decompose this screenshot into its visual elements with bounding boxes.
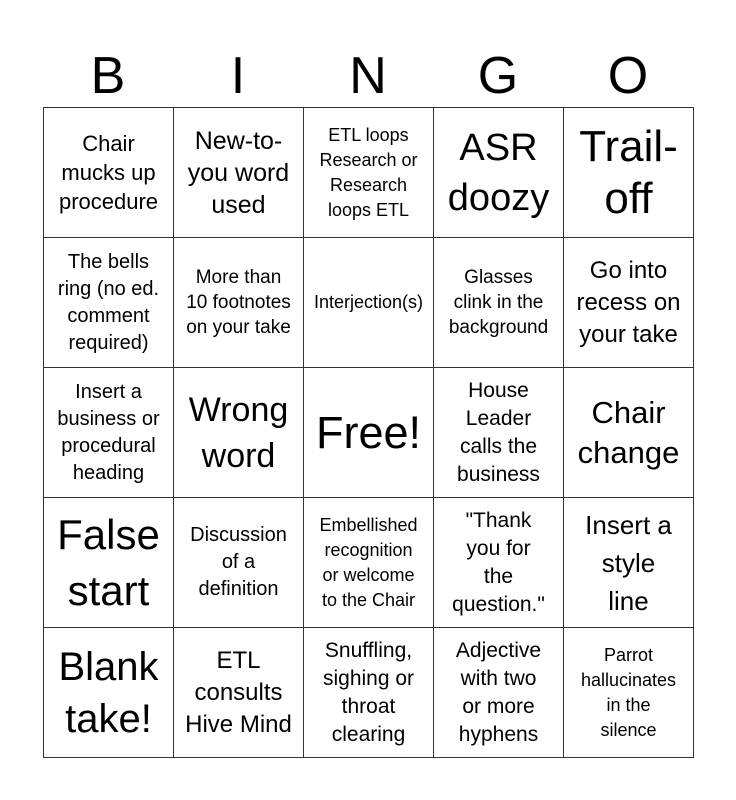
bingo-cell-r3c3 free-space[interactable] [304, 368, 434, 498]
header-letter-b: B [90, 47, 126, 105]
cell-text: "Thank you for the question." [452, 508, 545, 616]
header-letter-o: O [607, 47, 649, 105]
bingo-cell-r4c4[interactable] [434, 498, 564, 628]
bingo-cell-r1c4[interactable] [434, 108, 564, 238]
bingo-cell-r2c1[interactable] [44, 238, 174, 368]
cell-text: Insert a business or procedural heading [57, 380, 160, 484]
bingo-cell-r2c5[interactable] [564, 238, 694, 368]
bingo-cell-r5c1[interactable] [44, 628, 174, 758]
bingo-cell-r1c5[interactable] [564, 108, 694, 238]
bingo-cell-r4c5[interactable] [564, 498, 694, 628]
header-letter-i: I [230, 47, 246, 105]
bingo-cell-r3c4[interactable] [434, 368, 564, 498]
cell-text: Embellished recognition or welcome to the Chair [319, 514, 418, 610]
bingo-cell-r5c3[interactable] [304, 628, 434, 758]
cell-text: House Leader calls the business [457, 378, 540, 486]
cell-text: False start [57, 510, 160, 614]
header-letter-g: G [477, 47, 519, 105]
bingo-cell-r1c3[interactable] [304, 108, 434, 238]
cell-text: Insert a style line [585, 509, 672, 616]
free-space-label: Free! [315, 406, 422, 458]
bingo-cell-r4c2[interactable] [174, 498, 304, 628]
bingo-cell-r5c2[interactable] [174, 628, 304, 758]
header-letter-n: N [349, 47, 387, 105]
cell-text: Chair change [577, 394, 680, 470]
cell-text: More than 10 footnotes on your take [186, 267, 291, 338]
bingo-cell-r1c2[interactable] [174, 108, 304, 238]
cell-text: ETL consults Hive Mind [185, 646, 292, 738]
bingo-cell-r3c1[interactable] [44, 368, 174, 498]
bingo-cell-r4c3[interactable] [304, 498, 434, 628]
bingo-cell-r1c1[interactable] [44, 108, 174, 238]
cell-text: Glasses clink in the background [448, 267, 549, 338]
bingo-cell-r3c5[interactable] [564, 368, 694, 498]
bingo-cell-r2c2[interactable] [174, 238, 304, 368]
cell-text: Blank take! [58, 644, 159, 741]
cell-text: Parrot hallucinates in the silence [580, 644, 677, 740]
cell-text: Discussion of a definition [190, 524, 287, 600]
cell-text: Trail- off [579, 121, 678, 223]
cell-text: ASR doozy [447, 126, 550, 219]
cell-text: Adjective with two or more hyphens [455, 638, 542, 746]
bingo-cell-r5c5[interactable] [564, 628, 694, 758]
cell-text: Chair mucks up procedure [58, 131, 159, 214]
bingo-grid [43, 107, 694, 758]
cell-text: Go into recess on your take [576, 256, 681, 348]
cell-text: The bells ring (no ed. comment required) [57, 250, 160, 354]
bingo-cell-r2c3[interactable] [304, 238, 434, 368]
bingo-header [43, 44, 693, 108]
cell-text: Snuffling, sighing or throat clearing [322, 638, 415, 746]
bingo-cell-r4c1[interactable] [44, 498, 174, 628]
bingo-cell-r5c4[interactable] [434, 628, 564, 758]
cell-text: Interjection(s) [313, 292, 424, 312]
bingo-cell-r2c4[interactable] [434, 238, 564, 368]
cell-text: New-to- you word used [187, 126, 290, 219]
cell-text: ETL loops Research or Research loops ETL [319, 124, 418, 220]
bingo-cell-r3c2[interactable] [174, 368, 304, 498]
cell-text: Wrong word [188, 390, 289, 475]
